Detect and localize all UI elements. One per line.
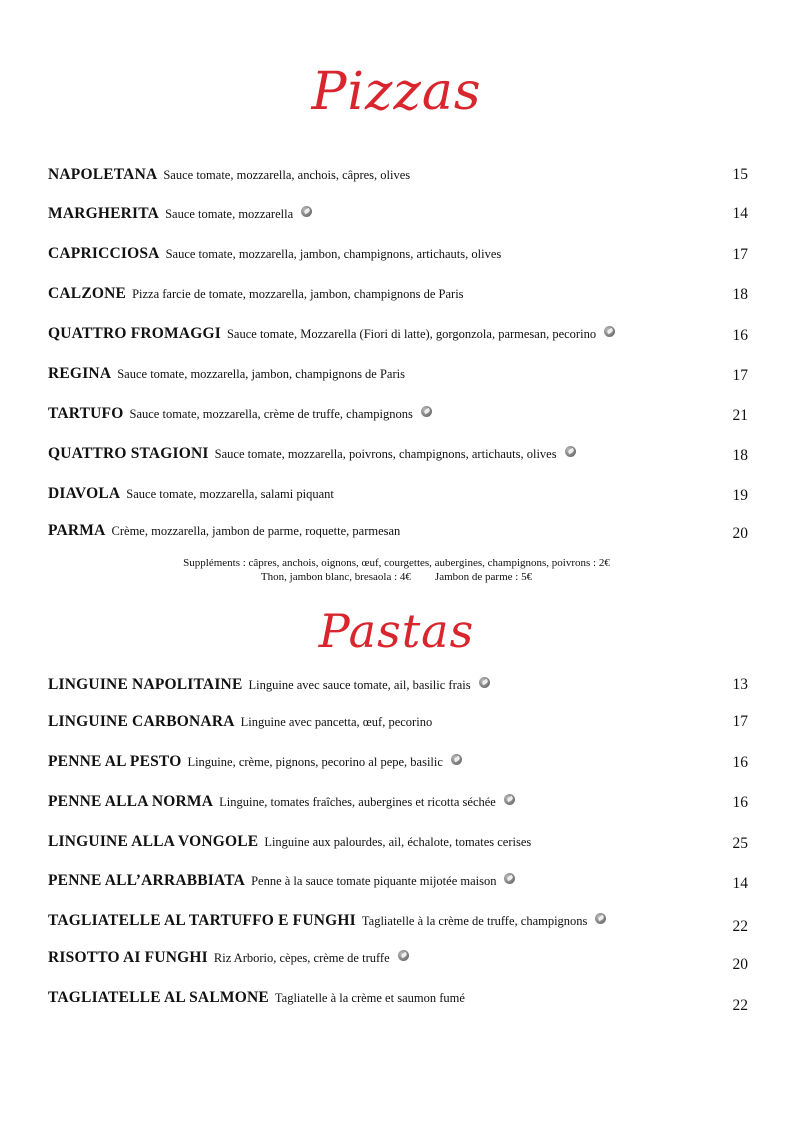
item-price: 22 xyxy=(732,997,748,1014)
item-price: 15 xyxy=(732,166,748,183)
menu-item xyxy=(48,676,748,696)
menu-item xyxy=(48,445,748,465)
vegetarian-icon xyxy=(504,873,515,884)
item-name: CALZONE xyxy=(48,285,127,302)
item-name: TARTUFO xyxy=(48,405,124,422)
item-description: Linguine aux palourdes, ail, échalote, tomates cerises xyxy=(264,835,532,849)
pastas-title: Pastas xyxy=(318,604,475,658)
vegetarian-icon xyxy=(398,950,409,961)
menu-item xyxy=(48,245,748,265)
item-description: Linguine avec pancetta, œuf, pecorino xyxy=(240,715,433,729)
item-name: PENNE ALL’ARRABBIATA xyxy=(48,872,246,889)
item-name: REGINA xyxy=(48,365,112,382)
item-description: Sauce tomate, mozzarella, poivrons, champignons, artichauts, olives xyxy=(214,447,557,461)
item-price: 22 xyxy=(732,918,748,935)
item-description: Penne à la sauce tomate piquante mijotée maison xyxy=(251,874,497,888)
item-name: PARMA xyxy=(48,522,106,539)
item-description: Sauce tomate, mozzarella, jambon, champignons de Paris xyxy=(117,367,405,381)
vegetarian-icon xyxy=(301,206,312,217)
menu-item xyxy=(48,522,748,542)
item-price: 16 xyxy=(732,754,748,771)
supplements-line-2a: Thon, jambon blanc, bresaola : 4€ xyxy=(260,571,411,583)
menu-item xyxy=(48,912,748,935)
item-description: Sauce tomate, mozzarella, crème de truffe, champignons xyxy=(129,407,413,421)
menu-item xyxy=(48,949,748,973)
menu-item xyxy=(48,833,748,853)
item-price: 17 xyxy=(732,367,748,384)
menu-item xyxy=(48,793,748,813)
menu-item xyxy=(48,485,748,505)
item-price: 17 xyxy=(732,246,748,263)
item-name: PENNE AL PESTO xyxy=(48,753,182,770)
menu-item xyxy=(48,325,748,345)
item-price: 14 xyxy=(732,205,748,222)
item-price: 19 xyxy=(732,487,748,504)
item-name: MARGHERITA xyxy=(48,205,160,222)
item-price: 14 xyxy=(732,875,748,892)
menu-item xyxy=(48,753,748,773)
item-name: LINGUINE NAPOLITAINE xyxy=(48,676,243,693)
menu-item xyxy=(48,989,748,1014)
item-price: 16 xyxy=(732,794,748,811)
vegetarian-icon xyxy=(565,446,576,457)
item-name: NAPOLETANA xyxy=(48,166,158,183)
item-description: Linguine, crème, pignons, pecorino al pepe, basilic xyxy=(187,755,443,769)
item-price: 16 xyxy=(732,327,748,344)
vegetarian-icon xyxy=(595,913,606,924)
vegetarian-icon xyxy=(504,794,515,805)
item-name: PENNE ALLA NORMA xyxy=(48,793,214,810)
item-description: Sauce tomate, mozzarella, salami piquant xyxy=(126,487,334,501)
menu-item xyxy=(48,365,748,385)
item-name: LINGUINE ALLA VONGOLE xyxy=(48,833,259,850)
item-description: Riz Arborio, cèpes, crème de truffe xyxy=(213,951,390,965)
item-description: Crème, mozzarella, jambon de parme, roquette, parmesan xyxy=(111,524,401,538)
supplements-line-2b: Jambon de parme : 5€ xyxy=(434,571,533,583)
item-price: 25 xyxy=(732,835,748,852)
menu-item xyxy=(48,205,748,225)
item-name: QUATTRO STAGIONI xyxy=(48,445,209,462)
item-description: Tagliatelle à la crème et saumon fumé xyxy=(274,991,465,1005)
item-description: Linguine avec sauce tomate, ail, basilic frais xyxy=(248,678,471,692)
item-price: 20 xyxy=(732,525,748,542)
item-name: TAGLIATELLE AL TARTUFFO E FUNGHI xyxy=(48,912,356,929)
item-price: 17 xyxy=(732,713,748,730)
vegetarian-icon xyxy=(451,754,462,765)
item-name: CAPRICCIOSA xyxy=(48,245,160,262)
menu-item xyxy=(48,166,748,186)
item-price: 18 xyxy=(732,286,748,303)
menu-item xyxy=(48,405,748,425)
vegetarian-icon xyxy=(604,326,615,337)
item-description: Tagliatelle à la crème de truffe, champignons xyxy=(361,914,588,928)
supplements xyxy=(0,556,793,584)
menu-item xyxy=(48,285,748,305)
item-description: Linguine, tomates fraîches, aubergines et ricotta séchée xyxy=(219,795,496,809)
item-name: QUATTRO FROMAGGI xyxy=(48,325,221,342)
menu-item xyxy=(48,713,748,733)
item-description: Sauce tomate, mozzarella xyxy=(165,207,294,221)
item-price: 13 xyxy=(732,676,748,693)
item-price: 20 xyxy=(732,956,748,973)
vegetarian-icon xyxy=(479,677,490,688)
item-name: DIAVOLA xyxy=(48,485,121,502)
item-description: Sauce tomate, mozzarella, jambon, champignons, artichauts, olives xyxy=(165,247,502,261)
item-name: RISOTTO AI FUNGHI xyxy=(48,949,208,966)
item-name: LINGUINE CARBONARA xyxy=(48,713,235,730)
menu-item xyxy=(48,872,748,892)
item-price: 18 xyxy=(732,447,748,464)
supplements-line-1: Suppléments : câpres, anchois, oignons, œuf, courgettes, aubergines, champignons, poivrons : 2€ xyxy=(183,557,610,569)
item-description: Pizza farcie de tomate, mozzarella, jambon, champignons de Paris xyxy=(132,287,464,301)
item-description: Sauce tomate, Mozzarella (Fiori di latte), gorgonzola, parmesan, pecorino xyxy=(226,327,597,341)
vegetarian-icon xyxy=(421,406,432,417)
pizzas-title: Pizzas xyxy=(311,62,482,122)
item-description: Sauce tomate, mozzarella, anchois, câpres, olives xyxy=(163,168,411,182)
item-name: TAGLIATELLE AL SALMONE xyxy=(48,989,269,1006)
item-price: 21 xyxy=(732,407,748,424)
